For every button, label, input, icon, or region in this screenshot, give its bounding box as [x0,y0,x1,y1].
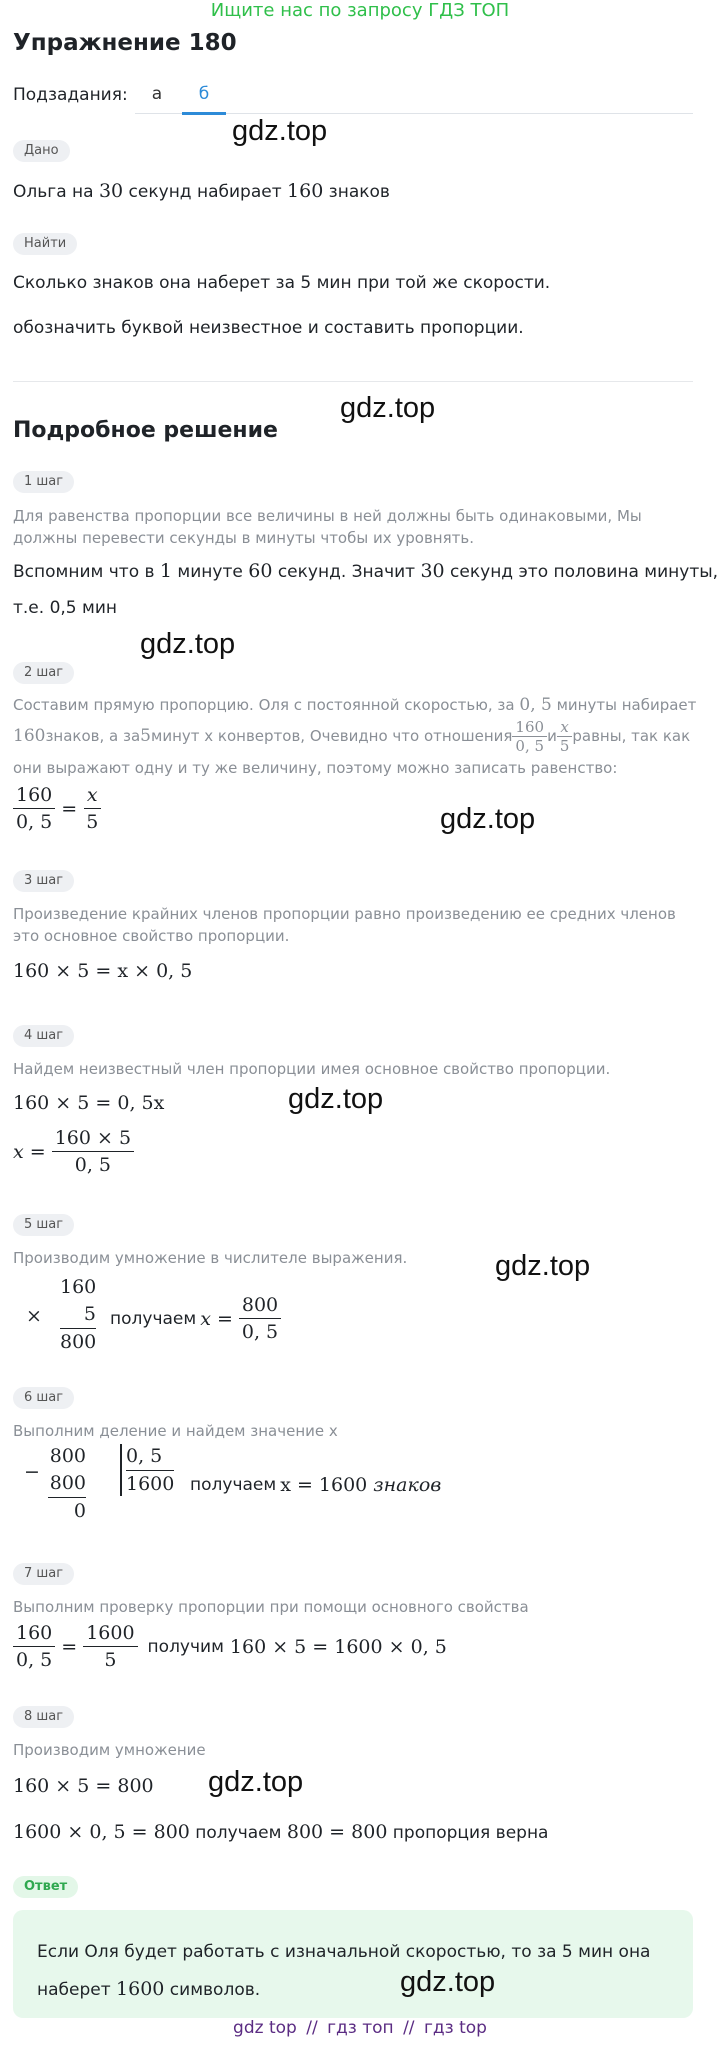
footer-link-1[interactable]: gdz top [233,2018,297,2038]
footer-link-3[interactable]: гдз top [423,2018,487,2038]
step-2-line-1: Составим прямую пропорцию. Оля с постоянной скоростью, за 0, 5 минуты набирает [13,695,697,715]
find-question: Сколько знаков она наберет за 5 мин при той же скорости. [13,273,551,293]
step-2-line-3: они выражают одну и ту же величину, поэтому можно записать равенство: [13,759,618,777]
column-multiplication: 160 5 800 [60,1276,97,1353]
minus-sign: − [24,1461,40,1483]
step-6-result: получаем x = 1600 знаков [190,1474,442,1496]
watermark: gdz.top [440,803,536,835]
long-division-right: 0, 5 1600 [126,1445,175,1495]
step-8-equation-1: 160 × 5 = 800 [13,1775,154,1797]
top-banner[interactable]: Ищите нас по запросу ГДЗ ТОП [210,0,510,21]
step-5-explanation: Производим умножение в числителе выражения. [13,1249,408,1267]
step-6-explanation: Выполним деление и найдем значение x [13,1422,338,1440]
step-5-result: получаем x = $\frac{800}{0, 5}$ [110,1292,281,1345]
answer-badge: Ответ [13,1876,78,1898]
watermark: gdz.top [495,1250,591,1282]
step-6-badge: 6 шаг [13,1387,74,1409]
step-1-explanation: Для равенства пропорции все величины в ней должны быть одинаковыми, Мы должны перевести секунды в минуты чтобы их уровнять. [13,507,642,547]
step-5-badge: 5 шаг [13,1214,74,1236]
page-title: Упражнение 180 [13,30,237,56]
step-2-badge: 2 шаг [13,662,74,684]
active-tab-indicator [182,112,226,115]
watermark: gdz.top [400,1966,496,1998]
step-3-explanation: Произведение крайних членов пропорции равно произведению ее средних членов это основное свойство пропорции. [13,905,676,945]
long-division-left: 800 800 0 [49,1445,86,1522]
step-7-equation: $\frac{160}{0, 5}$ = $\frac{1600}{5}$ получим 160 × 5 = 1600 × 0, 5 [13,1620,447,1673]
given-text: Ольга на 30 секунд набирает 160 знаков [13,180,390,202]
watermark: gdz.top [232,115,328,147]
step-2-line-2: 160 знаков, а за 5 минут х конвертов, Очевидно что отношения $\frac{160}{0, 5}$ и $\frac{x}{5}$ равны, так как [13,717,691,755]
step-4-equation-2: x = $\frac{160 \times 5}{0, 5}$ [13,1125,134,1178]
step-4-badge: 4 шаг [13,1025,74,1047]
step-7-badge: 7 шаг [13,1563,74,1585]
step-2-equation: $\frac{160}{0, 5}$ = $\frac{x}{5}$ [13,782,101,835]
watermark: gdz.top [288,1083,384,1115]
watermark: gdz.top [140,628,236,660]
section-divider [13,381,693,382]
step-1-line-2: т.е. 0,5 мин [13,598,118,618]
subtasks-label: Подзадания: [13,85,128,105]
step-3-equation: 160 × 5 = x × 0, 5 [13,960,193,982]
given-badge: Дано [13,140,70,162]
step-7-explanation: Выполним проверку пропорции при помощи основного свойства [13,1598,529,1616]
step-4-explanation: Найдем неизвестный член пропорции имея основное свойство пропорции. [13,1060,611,1078]
step-1-badge: 1 шаг [13,471,74,493]
watermark: gdz.top [340,392,436,424]
watermark: gdz.top [208,1766,304,1798]
step-8-badge: 8 шаг [13,1706,74,1728]
step-1-line-1: Вспомним что в 1 минуте 60 секунд. Значит 30 секунд это половина минуты, [13,560,719,582]
answer-box [13,1910,693,2018]
find-instruction: обозначить буквой неизвестное и составить пропорции. [13,318,524,338]
footer-link-2[interactable]: гдз топ [327,2018,394,2038]
solution-title: Подробное решение [13,418,278,443]
answer-line-2: наберет 1600 символов. [37,1978,261,2000]
footer-links [0,2018,720,2038]
ratio-160-over-05: $\frac{160}{0, 5}$ [512,718,547,755]
division-bar [120,1444,122,1496]
answer-line-1: Если Оля будет работать с изначальной скоростью, то за 5 мин она [37,1942,651,1962]
step-8-equation-2: 1600 × 0, 5 = 800 получаем 800 = 800 пропорция верна [13,1821,549,1843]
tab-subtask-b[interactable]: б [198,84,210,104]
step-4-equation-1: 160 × 5 = 0, 5x [13,1092,165,1114]
tab-subtask-a[interactable]: а [151,84,163,104]
step-8-explanation: Производим умножение [13,1741,206,1759]
footer-separator: // [306,2018,318,2038]
find-badge: Найти [13,233,77,255]
footer-separator: // [403,2018,415,2038]
ratio-x-over-5: $\frac{x}{5}$ [557,718,573,755]
multiply-sign: × [26,1305,42,1327]
step-3-badge: 3 шаг [13,870,74,892]
